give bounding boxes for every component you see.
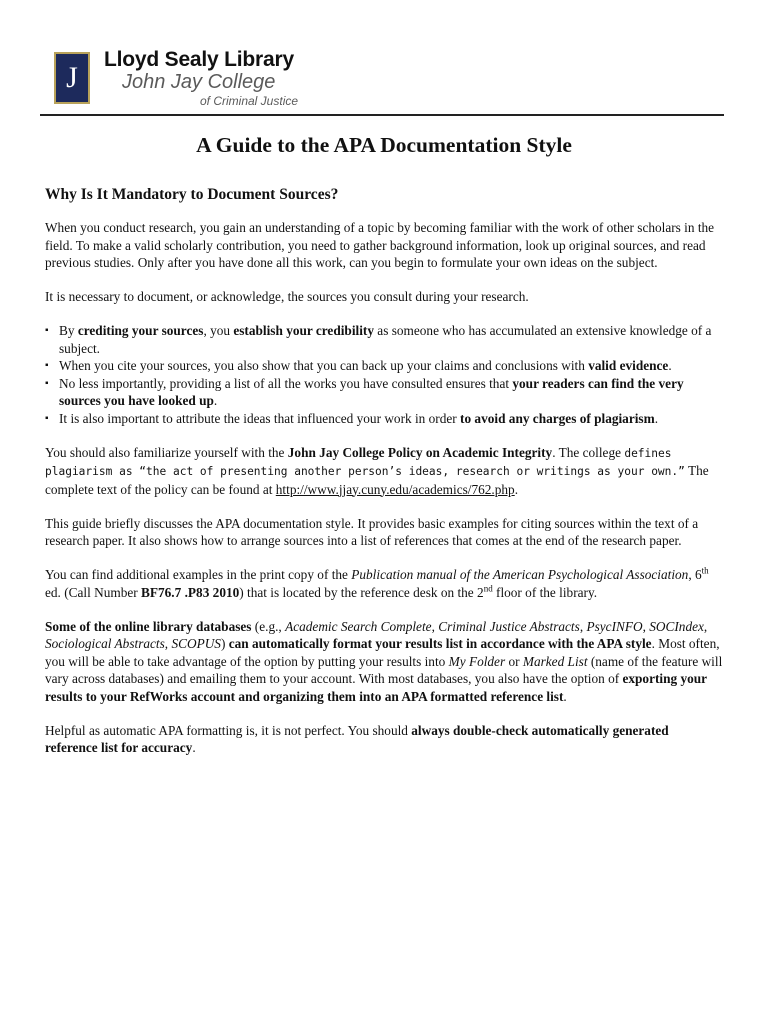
section-heading: Why Is It Mandatory to Document Sources? [45, 186, 339, 203]
library-header [52, 44, 722, 114]
library-name: Lloyd Sealy Library [104, 48, 294, 71]
policy-link[interactable]: http://www.jjay.cuny.edu/academics/762.php [275, 481, 515, 497]
john-jay-logo-icon: J [54, 52, 90, 104]
paragraph-document-sources: It is necessary to document, or acknowledge, the sources you consult during your research. [45, 289, 529, 304]
list-item: ▪ When you cite your sources, you also show that you can back up your claims and conclusions with valid evidence. [45, 357, 723, 375]
document-title: A Guide to the APA Documentation Style [196, 133, 572, 157]
college-name: John Jay College [122, 71, 276, 93]
paragraph-academic-integrity: You should also familiarize yourself with the John Jay College Policy on Academic Integrity. The college defines plagiarism as “the act of presenting another person’s ideas, research or writings as your own.” The complete text of the policy can be found at http://www.jjay.cuny.edu/academics/762.php. [45, 444, 709, 497]
list-item: ▪ It is also important to attribute the ideas that influenced your work in order to avoid any charges of plagiarism. [45, 410, 723, 428]
list-item: ▪ By crediting your sources, you establish your credibility as someone who has accumulated an extensive knowledge of a subject. [45, 322, 723, 357]
header-divider [40, 114, 724, 116]
paragraph-intro: When you conduct research, you gain an understanding of a topic by becoming familiar with the work of other scholars in the field. To make a valid scholarly contribution, you need to gather background information, look up original sources, and read previous studies. Only after you have done all this work, can you begin to formulate your own ideas on the subject. [45, 220, 715, 270]
document-body [45, 132, 723, 773]
paragraph-guide-overview: This guide briefly discusses the APA documentation style. It provides basic examples for citing sources within the text of a research paper. It also shows how to arrange sources into a list of references that comes at the end of the research paper. [45, 515, 699, 548]
paragraph-double-check: Helpful as automatic APA formatting is, it is not perfect. You should always double-check automatically generated reference list for accuracy. [45, 722, 669, 755]
reasons-list [45, 322, 723, 427]
college-subtitle: of Criminal Justice [200, 94, 299, 108]
paragraph-online-databases: Some of the online library databases (e.g., Academic Search Complete, Criminal Justice Abstracts, PsycINFO, SOCIndex, Sociological Abstracts, SCOPUS) can automatically format your results list in accordance with the APA style. Most often, you will be able to take advantage of the option by putting your results into My Folder or Marked List (name of the feature will vary across databases) and emailing them to your account. With most databases, you also have the option of exporting your results to your RefWorks account and organizing them into an APA formatted reference list. [45, 618, 723, 704]
list-item: ▪ No less importantly, providing a list of all the works you have consulted ensures that your readers can find the very sources you have looked up. [45, 375, 723, 410]
paragraph-print-manual: You can find additional examples in the print copy of the Publication manual of the American Psychological Association, 6th ed. (Call Number BF76.7 .P83 2010) that is located by the reference desk on the 2nd floor of the library. [45, 565, 709, 600]
